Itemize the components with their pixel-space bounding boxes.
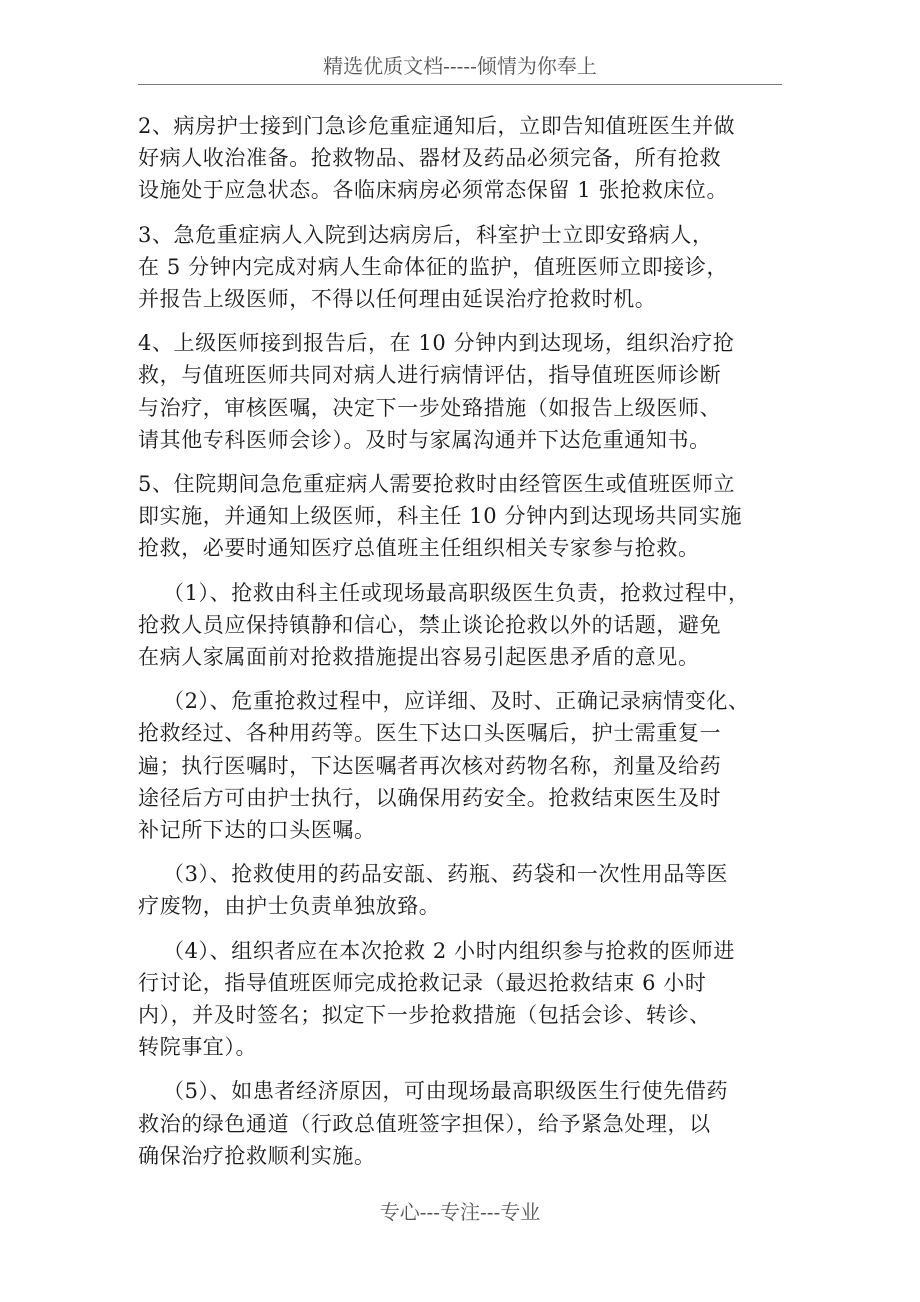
- text-line: （4）、组织者应在本次抢救 2 小时内组织参与抢救的医师进: [163, 938, 735, 963]
- sub-item-5: [138, 1075, 788, 1172]
- text-line: 确保治疗抢救顺利实施。: [138, 1143, 376, 1168]
- text-line: （2）、危重抢救过程中，应详细、及时、正确记录病情变化、: [163, 689, 750, 714]
- text-line: 补记所下达的口头医嘱。: [138, 818, 376, 843]
- text-line: （3）、抢救使用的药品安瓿、药瓶、药袋和一次性用品等医: [163, 862, 729, 887]
- text-line: 救治的绿色通道（行政总值班签字担保），给予紧急处理，以: [138, 1111, 711, 1136]
- sub-item-1: [138, 577, 788, 674]
- sub-item-4: [138, 935, 788, 1064]
- text-line: 转院事宜）。: [138, 1035, 258, 1060]
- text-line: 救，与值班医师共同对病人进行病情评估，指导值班医师诊断: [138, 363, 722, 388]
- paragraph-3: [138, 219, 788, 316]
- text-line: 在病人家属面前对抢救措施提出容易引起医患矛盾的意见。: [138, 645, 700, 670]
- document-body: [138, 110, 788, 1184]
- text-line: 在 5 分钟内完成对病人生命体征的监护，值班医师立即接诊，: [138, 254, 729, 279]
- text-line: 2、病房护士接到门急诊危重症通知后，立即告知值班医生并做: [138, 114, 736, 138]
- text-line: 疗废物，由护士负责单独放臵。: [138, 894, 441, 919]
- paragraph-2: [138, 110, 788, 207]
- page-header: 精选优质文档-----倾情为你奉上: [323, 54, 597, 78]
- sub-item-2: [138, 685, 788, 846]
- text-line: 行讨论，指导值班医师完成抢救记录（最迟抢救结束 6 小时: [138, 970, 707, 995]
- text-line: 并报告上级医师，不得以任何理由延误治疗抢救时机。: [138, 287, 657, 312]
- text-line: 5、住院期间急危重症病人需要抢救时由经管医生或值班医师立: [138, 472, 736, 497]
- text-line: 抢救经过、各种用药等。医生下达口头医嘱后，护士需重复一: [138, 721, 722, 746]
- text-line: 内），并及时签名；拟定下一步抢救措施（包括会诊、转诊、: [138, 1003, 711, 1028]
- text-line: 途径后方可由护士执行，以确保用药安全。抢救结束医生及时: [138, 785, 722, 810]
- sub-item-3: [138, 858, 788, 922]
- text-line: 遍；执行医嘱时，下达医嘱者再次核对药物名称，剂量及给药: [138, 753, 722, 778]
- text-line: 好病人收治准备。抢救物品、器材及药品必须完备，所有抢救: [138, 146, 722, 171]
- text-line: 请其他专科医师会诊）。及时与家属沟通并下达危重通知书。: [138, 427, 711, 452]
- text-line: （5）、如患者经济原因，可由现场最高职级医生行使先借药: [163, 1079, 729, 1104]
- text-line: 4、上级医师接到报告后，在 10 分钟内到达现场，组织治疗抢: [138, 331, 735, 356]
- text-line: 与治疗，审核医嘱，决定下一步处臵措施（如报告上级医师、: [138, 395, 722, 420]
- text-line: 抢救人员应保持镇静和信心，禁止谈论抢救以外的话题，避免: [138, 612, 722, 637]
- text-line: 即实施，并通知上级医师，科主任 10 分钟内到达现场共同实施: [138, 504, 743, 529]
- page-footer: 专心---专注---专业: [379, 1200, 541, 1224]
- text-line: （1）、抢救由科主任或现场最高职级医生负责，抢救过程中，: [163, 580, 750, 605]
- paragraph-4: [138, 327, 788, 456]
- text-line: 设施处于应急状态。各临床病房必须常态保留 1 张抢救床位。: [138, 178, 729, 203]
- text-line: 抢救，必要时通知医疗总值班主任组织相关专家参与抢救。: [138, 536, 700, 561]
- text-line: 3、急危重症病人入院到达病房后，科室护士立即安臵病人，: [138, 222, 714, 247]
- paragraph-5: [138, 468, 788, 565]
- header-divider: [138, 84, 782, 85]
